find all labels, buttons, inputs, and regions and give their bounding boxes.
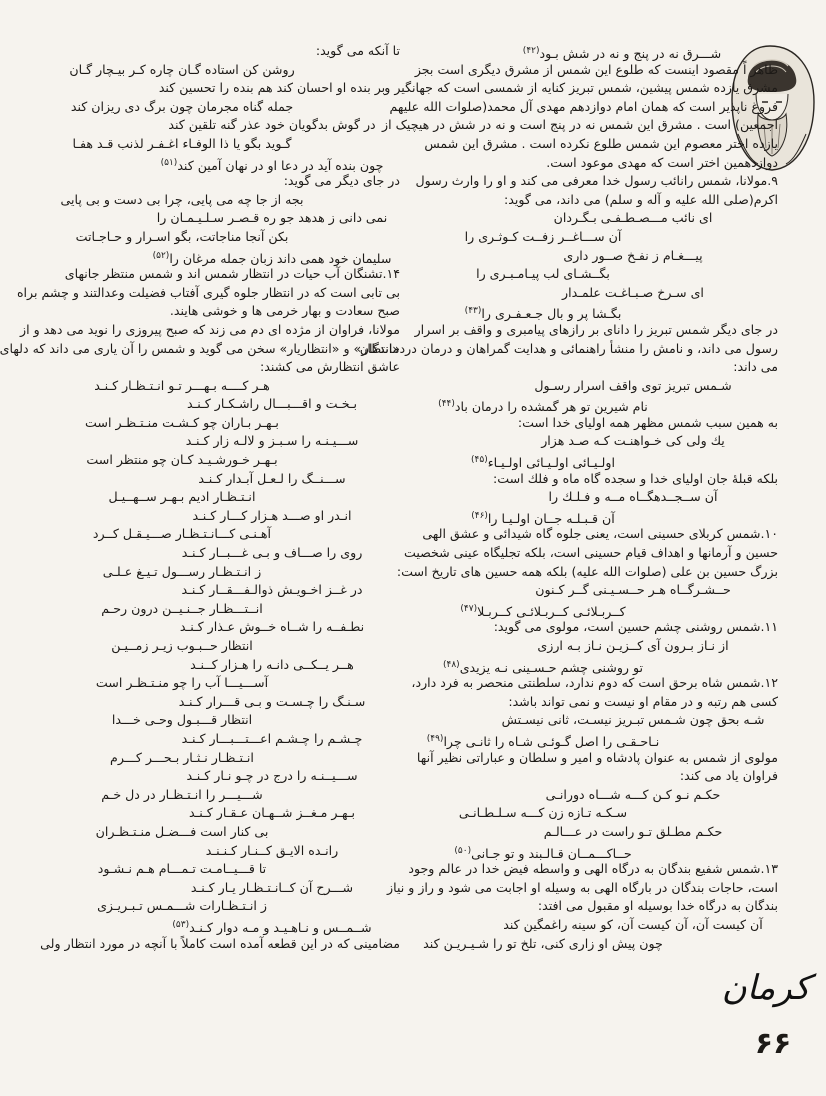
- line-text: ای نائب مـــصـطـفـی بـگـردان: [553, 210, 713, 226]
- line-text: ظاهر اً مقصود اینست که طلوع این شمس از مشرق دیگری است بجز: [414, 61, 778, 77]
- text-line: [54, 302, 400, 321]
- text-line: [54, 172, 400, 191]
- line-text: کسی هم رتبه و در مقام او نیست و نمی تواند باشد:: [508, 693, 778, 709]
- verse-line: [54, 135, 400, 154]
- left-text-column: [0, 42, 400, 953]
- line-text: به همین سبب شمس مظهر همه اولیای خدا است:: [517, 414, 778, 430]
- line-text: سـنـگ را چـسـت و بـی قـــرار کـنـد: [178, 693, 366, 709]
- line-text: بـهـر بـاران چو کـشـت منـتـظـر است: [85, 414, 279, 430]
- line-text: کــربـلائـی کــربـلائـی کــربـلا: [477, 604, 626, 619]
- line-text: مولوی از شمس به عنوان پادشاه و امیر و سلطان و عباراتی نظیر آنها: [416, 749, 778, 765]
- verse-line: [54, 488, 400, 507]
- line-text: «انتظار» و «انتظاریار» سخن می گوید و شمس را آن یاری می داند که دلهای: [0, 340, 400, 356]
- line-text: رسول می داند، و نامش را منشأ راهنمائی و هدایت گمراهان و درمان دردماندگان: [359, 340, 778, 356]
- verse-line: [54, 377, 400, 396]
- verse-line: [54, 209, 400, 228]
- footnote-ref: (۵۲): [152, 250, 170, 261]
- text-line: [382, 116, 778, 135]
- text-line: [398, 563, 778, 582]
- verse-line: [398, 284, 778, 303]
- footnote-ref: (۴۲): [522, 46, 540, 56]
- verse-line: [54, 563, 400, 582]
- line-text: ســـنــگ را لـعـل آبـدار کـنـد: [198, 470, 346, 486]
- verse-line: [54, 116, 400, 135]
- line-text: چـشـم را چـشـم اعـــتـــبـــار کـنـد: [181, 730, 363, 746]
- verse-line: [54, 247, 400, 266]
- verse-line: [398, 656, 778, 675]
- verse-line: [54, 842, 400, 861]
- line-text: سلیمان خود همی داند زبان جمله مرغان را: [169, 250, 392, 266]
- verse-line: [398, 711, 778, 730]
- verse-line: [54, 581, 400, 600]
- verse-line: [398, 451, 778, 470]
- verse-line: [398, 842, 778, 861]
- line-text: جمله گناه مجرمان چون برگ دی ریزان کند: [70, 98, 294, 114]
- line-text: بی کنار است فـــضـل منـتـظـران: [95, 823, 269, 839]
- text-line: [54, 42, 400, 61]
- verse-line: [54, 804, 400, 823]
- line-text: مضامینی که در این قطعه آمده است کاملاً با آنچه در مورد انتظار ولی: [40, 935, 400, 951]
- line-text: انتظار قـــبـول وحـی خـــدا: [111, 712, 253, 728]
- line-text: تا آنکه می گوید:: [315, 43, 400, 58]
- footnote-ref: (۵۳): [172, 919, 190, 930]
- verse-line: [54, 432, 400, 451]
- footnote-ref: (۴۳): [464, 306, 482, 317]
- line-text: ۱۴.تشنگان آب حیات در انتظار شمس اند و شمس منتظر جانهای: [64, 266, 400, 282]
- footnote-ref: (۵۰): [454, 845, 472, 856]
- line-text: انـتـظـار نـثـار بـحـــر کـــرم: [110, 749, 254, 765]
- line-text: بگــشـای لب پیـامـبـری را: [476, 266, 610, 282]
- verse-line: [398, 432, 778, 451]
- text-line: [466, 154, 778, 173]
- text-line: [414, 61, 778, 80]
- line-text: از نـاز بـرون آی کــزیـن نـاز بـه ارزی: [537, 638, 729, 653]
- text-line: [398, 749, 778, 768]
- verse-line: [398, 302, 778, 321]
- line-text: فروغ ناپذیر است که همان امام دوازدهم مهدی آل محمد(صلوات الله علیهم: [389, 98, 778, 114]
- line-text: آســـیـــا آب را چو منـتـظـر است: [95, 675, 269, 691]
- text-line: [398, 618, 778, 637]
- verse-line: [54, 749, 400, 768]
- text-line: [398, 525, 778, 544]
- footnote-ref: (۴۶): [471, 510, 488, 521]
- text-line: [54, 265, 400, 284]
- line-text: سـکـه تـازه زن کـــه سـلـطـانـی: [458, 805, 628, 821]
- line-text: آهـنـی کـــانـتـظـار صـــیـقـل کــرد: [92, 526, 272, 542]
- verse-line: [398, 786, 778, 805]
- verse-line: [54, 154, 400, 173]
- verse-line: [54, 507, 400, 526]
- text-line: [398, 860, 778, 879]
- verse-line: [54, 451, 400, 470]
- verse-line: [54, 860, 400, 879]
- line-text: فراوان یاد می کند:: [679, 768, 778, 784]
- verse-line: [398, 935, 778, 954]
- line-text: است، حاجات بندگان در بارگاه الهی به وسیله او اجابت می شود و راز و نیاز: [387, 879, 778, 895]
- line-text: حــشـرگــاه هـر حــسـیـنی گــر کـنون: [535, 582, 731, 598]
- verse-line: [54, 674, 400, 693]
- footnote-ref: (۵۱): [160, 157, 178, 168]
- verse-line: [54, 395, 400, 414]
- line-text: نـاحـقـی را اصل گـوئـی شـاه را ثانـی چرا: [443, 734, 660, 750]
- footnote-ref: (۴۸): [442, 659, 460, 670]
- footnote-ref: (۴۹): [426, 733, 444, 744]
- verse-line: [398, 823, 778, 842]
- line-text: هـر کــــه بـهـــر تـو انـتـظـار کـنـد: [94, 377, 270, 393]
- text-line: [387, 879, 778, 898]
- line-text: چون پیش او زاری کنی، تلخ تو را شـیـریـن کند: [423, 935, 663, 951]
- text-line: [424, 135, 778, 154]
- verse-line: [398, 377, 778, 396]
- footnote-ref: (۴۵): [471, 455, 488, 466]
- line-text: شـه بحق چون شـمس تبـریز نیسـت، ثانی نیسـتش: [501, 712, 765, 728]
- text-line: [16, 284, 400, 303]
- text-line: [398, 693, 778, 712]
- line-text: یازده اختر معصوم این شمس طلوع نکرده است . مشرق این شمس: [424, 135, 778, 151]
- line-text: بـخـت و اقـــبـــال راشـکـار کـنـد: [186, 396, 358, 412]
- line-text: بگـشا پر و بال جـعـفـری را: [481, 306, 622, 322]
- line-text: دوازدهمین اختر است که مهدی موعود است.: [546, 154, 778, 170]
- line-text: حــاکـــمــان قـالـبند و تو جـانی: [471, 845, 632, 861]
- text-line: [389, 98, 778, 117]
- verse-line: [398, 488, 778, 507]
- verse-line: [398, 395, 778, 414]
- line-text: در جای دیگر می گوید:: [283, 173, 400, 189]
- line-text: عاشق انتظارش می کشند:: [260, 359, 400, 375]
- line-text: آن ســـاغــر زفــت کـوثـری را: [464, 228, 622, 244]
- line-text: ۱۳.شمس شفیع بندگان به درگاه الهی و واسطه فیض خدا در عالم وجود: [408, 861, 778, 877]
- line-text: بجه از جا چه می پایی، چرا بی دست و بی پایی: [60, 191, 304, 207]
- line-text: بندگان به درگاه خدا بوسیله او مقبول می افتد:: [537, 898, 778, 914]
- text-line: [398, 358, 778, 377]
- line-text: آن کیست آن، آن کیست آن، کو سینه راغمگین کند: [503, 916, 763, 932]
- line-text: نام شیرین تو هر گمشده را درمان باد: [454, 399, 648, 415]
- line-text: بر بنده او احسان کند هم بنده را تحسین کند: [158, 80, 386, 96]
- text-line: [398, 191, 778, 210]
- verse-line: [54, 618, 400, 637]
- line-text: مشرق یازده شمس پیشین، شمس تبریز کنایه از شمسی است که جهانگیر و: [384, 80, 778, 96]
- line-text: روشن کن استاده گـان چاره کـر بیـچار گـان: [69, 61, 295, 77]
- kerman-logo: کرمان: [721, 968, 811, 1008]
- page-number: ۶۶: [754, 1026, 792, 1061]
- line-text: بـهـر خـورشـیـد کـان چو منتظر است: [86, 452, 278, 468]
- line-text: شــمــس و نـاهـیـد و مـه دوار کـنـد: [189, 920, 372, 936]
- line-text: تو روشنی چشم حـسـینی نـه یزیدی: [459, 659, 643, 675]
- right-text-column: [359, 42, 778, 953]
- verse-line: [398, 916, 778, 935]
- text-line: [40, 935, 400, 954]
- line-text: ســـیـنـه را سـبـز و لالـه زار کـنـد: [185, 433, 359, 449]
- text-line: [398, 767, 778, 786]
- line-text: پیـــغـام ز نفـخ صــور داری: [563, 247, 703, 263]
- verse-line: [398, 730, 778, 749]
- line-text: حکـم مطـلق تـو راست در عـــالـم: [543, 823, 723, 839]
- line-text: حسین و آرمانها و اهداف قیام حسینی است، بلکه تجلیگاه عینی شخصیت: [403, 545, 778, 561]
- line-text: حکـم نـو کـن کـــه شـــاه دورانـی: [545, 786, 721, 802]
- verse-line: [466, 42, 778, 61]
- verse-line: [54, 470, 400, 489]
- verse-line: [54, 544, 400, 563]
- verse-line: [54, 693, 400, 712]
- line-text: بکن آنجا مناجاتت، بگو اسـرار و حـاجـاتت: [75, 228, 289, 244]
- line-text: بلکه قبلۀ جان اولیای خدا و سجده گاه ماه و فلك است:: [493, 470, 778, 486]
- verse-line: [54, 879, 400, 898]
- line-text: ۱۰.شمس کربلای حسینی است، یعنی جلوه گاه شیدائی و عشق الهی: [422, 526, 778, 542]
- line-text: می داند:: [733, 359, 778, 375]
- line-text: مولانا، فراوان از مژده ای دم می زند که صبح پیروزی را نوید می دهد و از: [20, 321, 400, 337]
- verse-line: [54, 79, 400, 98]
- text-line: [384, 79, 778, 98]
- verse-line: [54, 786, 400, 805]
- verse-line: [54, 823, 400, 842]
- verse-line: [398, 265, 778, 284]
- verse-line: [54, 525, 400, 544]
- line-text: ۱۱.شمس روشنی چشم حسین است، مولوی می گوید:: [493, 619, 778, 635]
- line-text: بزرگ حسین بن علی (صلوات الله علیه) بلکه همه حسین های تاریخ است:: [396, 563, 778, 579]
- verse-line: [398, 209, 778, 228]
- verse-line: [54, 98, 400, 117]
- text-line: [398, 172, 778, 191]
- line-text: تا قـــیــامـت تـمـــام هـم نـشـود: [97, 861, 267, 877]
- line-text: ز انـتـظـار رســـول تـیـغ عـلـی: [102, 563, 262, 579]
- line-text: ۱۲.شمس شاه برحق است که دوم ندارد، سلطنتی منحصر به فرد دارد،: [411, 675, 778, 691]
- verse-line: [398, 804, 778, 823]
- text-line: [359, 340, 778, 359]
- text-line: [398, 470, 778, 489]
- line-text: شـــیـــر را انـتـظـار در دل خـم: [101, 786, 263, 802]
- verse-line: [398, 637, 778, 656]
- text-line: [398, 321, 778, 340]
- line-text: شـــرق نه در پنج و نه در شش بـود: [539, 46, 722, 62]
- line-text: در گوش بدگویان خود عذر گنه تلقین کند: [168, 117, 376, 133]
- verse-line: [54, 656, 400, 675]
- verse-line: [398, 581, 778, 600]
- line-text: انــتـــظـار جــنـیــن درون رحـم: [101, 600, 263, 616]
- line-text: صبح سعادت و بهار خرمی ها و خوشی هایند.: [169, 303, 400, 319]
- line-text: شـمس تبریز توی واقف اسرار رسـول: [534, 377, 732, 393]
- verse-line: [398, 600, 778, 619]
- text-line: [398, 674, 778, 693]
- line-text: روی را صـــاف و بـی غـــبــار کـنـد: [181, 545, 363, 561]
- line-text: بی تابی است که در انتظار جلوه گیری آفتاب فضیلت وعدالتند و چشم براه: [16, 284, 400, 300]
- verse-line: [54, 767, 400, 786]
- text-line: [20, 321, 400, 340]
- line-text: نطـفــه را شــاه خــوش عـذار کـنـد: [179, 619, 365, 635]
- verse-line: [54, 916, 400, 935]
- verse-line: [54, 61, 400, 80]
- line-text: آن قـبـلـه جــان اولـیـا را: [487, 511, 615, 527]
- line-text: انتظار حــبـوب زیـر زمــیـن: [111, 638, 253, 653]
- text-line: [398, 897, 778, 916]
- verse-line: [398, 507, 778, 526]
- line-text: هــر یــکــی دانـه را هـزار کــنـد: [190, 656, 354, 672]
- verse-line: [54, 600, 400, 619]
- line-text: انـتـظـار ادیم بـهـر ســهــیـل: [108, 489, 256, 505]
- text-line: [54, 358, 400, 377]
- line-text: یك ولی کی خـواهنـت کـه صـد هزار: [541, 433, 725, 449]
- footnote-ref: (۴۴): [438, 399, 455, 410]
- verse-line: [54, 730, 400, 749]
- line-text: در غــز اخـویـش ذوالـفـــقــار کـنـد: [181, 582, 363, 598]
- verse-line: [54, 897, 400, 916]
- verse-line: [54, 191, 400, 210]
- line-text: رانـده الایـق کــنـار کـنـنـد: [205, 842, 339, 858]
- line-text: ســـیــنـه را درج در چـو نـار کـنـد: [186, 768, 358, 784]
- verse-line: [54, 414, 400, 433]
- line-text: گـوید بگو یا ذا الوفـاء اغـفـر لذنب قـد هفـا: [72, 135, 292, 151]
- verse-line: [54, 711, 400, 730]
- text-line: [398, 414, 778, 433]
- verse-line: [398, 228, 778, 247]
- line-text: بـهـر مـغــز شــهـان عـقـار کـنـد: [189, 805, 355, 821]
- text-line: [0, 340, 400, 359]
- line-text: ۹.مولانا، شمس رانائب رسول خدا معرفی می کند و او را وارث رسول: [415, 173, 778, 189]
- line-text: اجمعین) است . مشرق این شمس نه در پنج است و نه در شش در هیچیک از: [382, 117, 778, 133]
- text-line: [398, 544, 778, 563]
- footnote-ref: (۴۷): [460, 603, 478, 614]
- line-text: در جای دیگر شمس تبریز را دانای بر رازهای پیامبری و واقف بر اسرار: [414, 321, 778, 337]
- verse-line: [398, 247, 778, 266]
- line-text: انـدر او صـــد هـزار کـــار کـنـد: [192, 507, 352, 523]
- line-text: آن ســجــدهگــاه مــه و فـلـك را: [548, 489, 718, 505]
- line-text: ز انـتـظـارات شـــمـس تـبـریـزی: [97, 898, 267, 914]
- verse-line: [54, 228, 400, 247]
- line-text: اکرم(صلی الله علیه و آله و سلم) می داند، می گوید:: [504, 191, 778, 207]
- verse-line: [54, 637, 400, 656]
- line-text: چون بنده آید در دعا او در نهان آمین کند: [177, 157, 384, 173]
- line-text: نمی دانی ز هدهد جو ره قـصـر سـلـیـمـان را: [156, 210, 388, 226]
- line-text: ای سـرخ صـبـاغـت علمـدار: [562, 284, 704, 300]
- line-text: اولـیـائی اولـیـائی اولـیـاء: [487, 455, 615, 471]
- line-text: شـــرح آن کــانـتـظـار یـار کـنـد: [190, 879, 354, 895]
